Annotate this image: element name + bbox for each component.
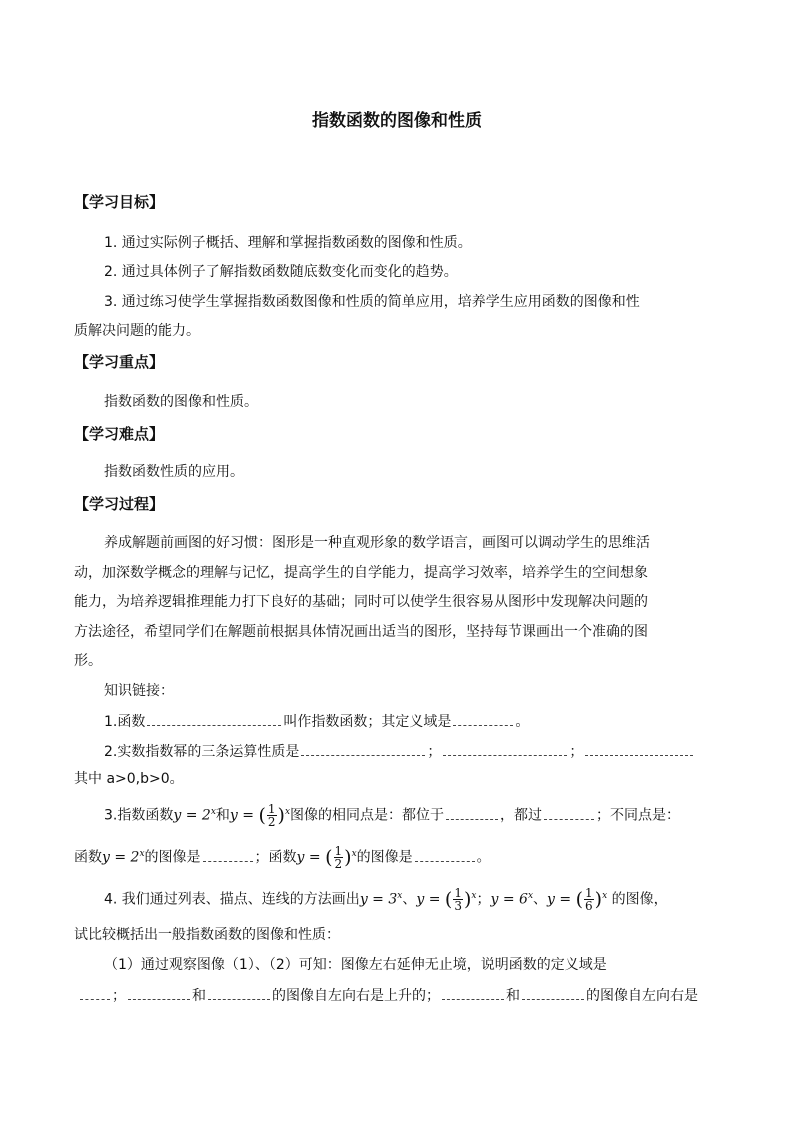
- intro-line-5: 形。: [74, 653, 102, 669]
- q3-y-1: y: [173, 807, 182, 824]
- key-text: 指数函数的图像和性质。: [104, 394, 258, 410]
- goal-item-1: 1. 通过实际例子概括、理解和掌握指数函数的图像和性质。: [104, 235, 472, 251]
- q2-sep-1: ；: [427, 744, 442, 760]
- q1-middle: 叫作指数函数；其定义域是: [283, 714, 452, 730]
- goal-item-2: 2. 通过具体例子了解指数函数随底数变化而变化的趋势。: [104, 264, 458, 280]
- intro-line-1: 养成解题前画图的好习惯：图形是一种直观形象的数学语言，画图可以调动学生的思维活: [104, 535, 650, 551]
- q4-prefix: 4. 我们通过列表、描点、连线的方法画出: [104, 891, 360, 908]
- q1-blank-domain[interactable]: [453, 711, 513, 726]
- q3-y-2: y: [229, 807, 238, 824]
- q3-passes: ，都过: [500, 807, 543, 824]
- q2-blank-1[interactable]: [301, 741, 425, 756]
- difficulty-heading: 【学习难点】: [74, 425, 165, 443]
- process-heading: 【学习过程】: [74, 495, 165, 513]
- q4-frac-third: $\frac{1}{3}$: [454, 886, 462, 914]
- q2-sep-2: ；: [569, 744, 584, 760]
- question-4-1-cont: ； 和 的图像自左向右是上升的； 和 的图像自左向右是: [78, 985, 698, 1006]
- q3-prefix: 3.指数函数: [104, 807, 174, 824]
- q3-x-2: x: [284, 807, 291, 817]
- q3-diff: ；不同点是：: [596, 807, 681, 824]
- page-title: 指数函数的图像和性质: [312, 111, 482, 131]
- goals-heading: 【学习目标】: [74, 193, 165, 211]
- q41-blank-4[interactable]: [522, 985, 584, 1000]
- q3-blank-quadrant[interactable]: [446, 805, 498, 820]
- q41-blank-1[interactable]: [128, 985, 190, 1000]
- intro-line-4: 方法途径，希望同学们在解题前根据具体情况画出适当的图形，坚持每节课画出一个准确的图: [74, 624, 648, 640]
- question-2: [104, 741, 695, 762]
- intro-line-2: 动，加深数学概念的理解与记忆，提高学生的自学能力，提高学习效率，培养学生的空间想象: [74, 565, 648, 581]
- q2-prefix: 2.实数指数幂的三条运算性质是: [104, 744, 300, 760]
- q1-end: 。: [515, 714, 530, 730]
- q3-and: 和: [215, 807, 230, 824]
- difficulty-text: 指数函数性质的应用。: [104, 464, 244, 480]
- q4-frac-sixth: $\frac{1}{6}$: [585, 886, 593, 914]
- question-4-1: （1）通过观察图像（1）、（2）可知：图像左右延伸无止境，说明函数的定义域是: [104, 957, 607, 973]
- intro-line-3: 能力，为培养逻辑推理能力打下良好的基础；同时可以使学生很容易从图形中发现解决问题的: [74, 594, 648, 610]
- q41-blank-2[interactable]: [208, 985, 270, 1000]
- q1-blank-function[interactable]: [147, 711, 281, 726]
- q3-blank-point[interactable]: [544, 805, 594, 820]
- question-3-cont: 函数$y = 2^x$的图像是 ；函数y = ( $\frac{1}{2}$ )$^x$的图像是 。: [74, 844, 491, 872]
- knowledge-link-label: 知识链接：: [104, 683, 174, 699]
- key-heading: 【学习重点】: [74, 353, 165, 371]
- q2-condition: 其中 a>0,b>0。: [74, 771, 184, 787]
- question-3: 3.指数函数$y = 2^x$和y = ( $\frac{1}{2}$ )$^x$图像的相同点是：都位于 ，都过 ；不同点是：: [104, 802, 681, 830]
- goal-item-3-cont: 质解决问题的能力。: [74, 323, 200, 339]
- q3-common: 图像的相同点是：都位于: [290, 807, 445, 824]
- q2-blank-2[interactable]: [443, 741, 567, 756]
- q3-frac-half: $\frac{1}{2}$: [267, 802, 276, 830]
- q41-blank-domain[interactable]: [80, 985, 110, 1000]
- q3-blank-graph-2x[interactable]: [203, 847, 253, 862]
- q1-prefix: 1.函数: [104, 714, 146, 730]
- q41-blank-3[interactable]: [442, 985, 504, 1000]
- q3-func-1: 函数: [74, 849, 102, 866]
- question-4: 4. 我们通过列表、描点、连线的方法画出$y = 3^x$、y = ( $\frac{1}{3}$ )$^x$；$y = 6^x$、y = ( $\frac{1}{6}$ )$^x$ 的图像，: [104, 886, 668, 914]
- q3-x-1: x: [210, 807, 216, 817]
- q2-blank-3[interactable]: [585, 741, 693, 756]
- q3-frac-half-2: $\frac{1}{2}$: [334, 844, 343, 872]
- question-1: [104, 711, 529, 732]
- q3-blank-graph-half[interactable]: [415, 847, 475, 862]
- goal-item-3: 3. 通过练习使学生掌握指数函数图像和性质的简单应用，培养学生应用函数的图像和性: [104, 294, 640, 310]
- q3-eq-1: = 2: [181, 807, 211, 824]
- question-4-cont: 试比较概括出一般指数函数的图像和性质：: [74, 927, 340, 943]
